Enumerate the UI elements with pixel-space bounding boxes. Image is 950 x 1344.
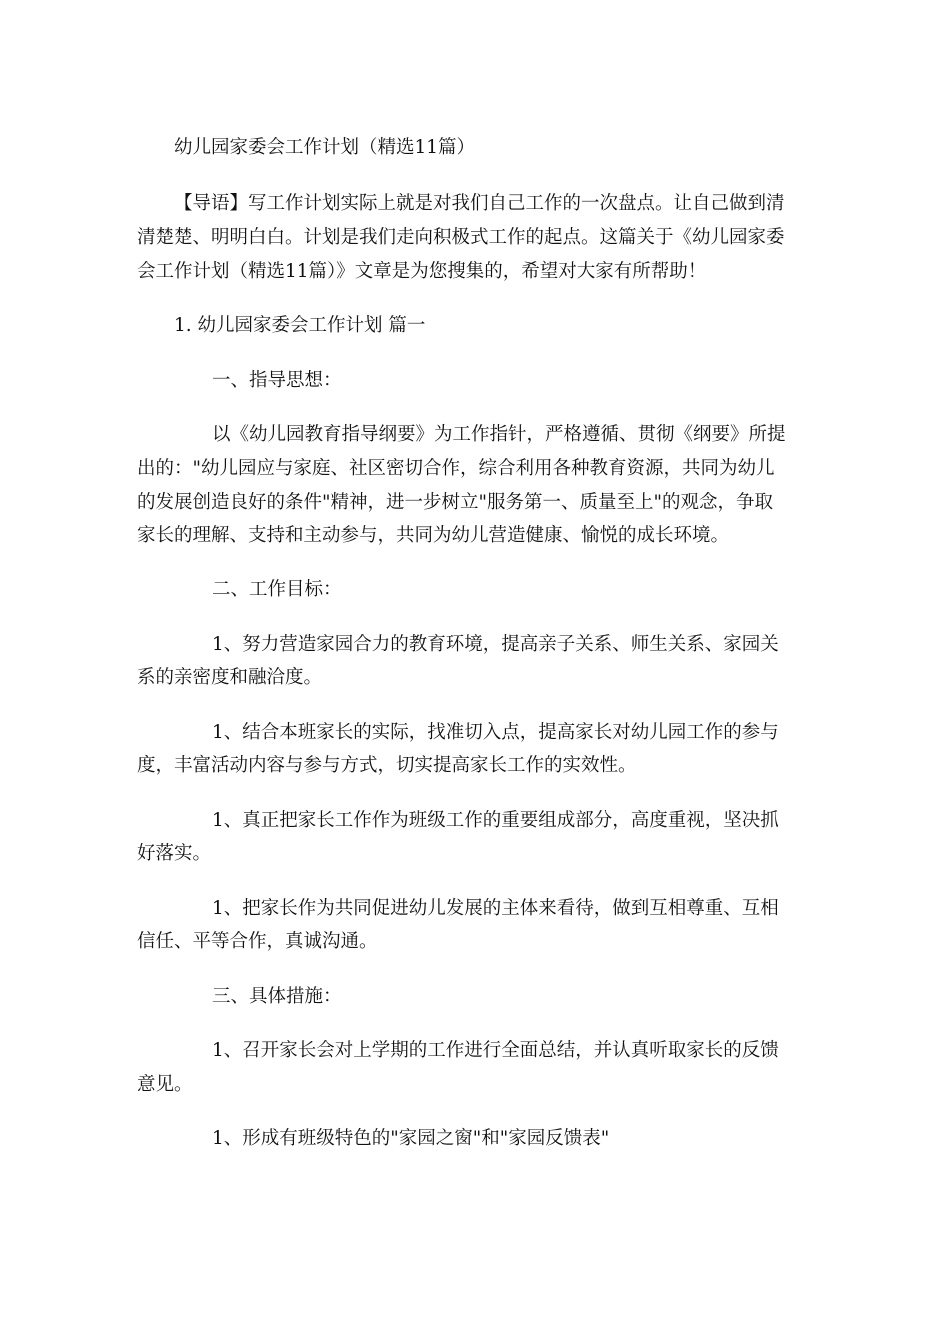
intro-line: 会工作计划（精选11篇）》文章是为您搜集的，希望对大家有所帮助！ xyxy=(137,261,707,282)
goal-item: 1、结合本班家长的实际，找准切入点，提高家长对幼儿园工作的参与 xyxy=(212,722,779,743)
section-title: 1. 幼儿园家委会工作计划 篇一 xyxy=(174,315,426,336)
document-title: 幼儿园家委会工作计划（精选11篇） xyxy=(174,137,476,158)
heading-work-goals: 二、工作目标： xyxy=(212,579,342,600)
heading-guiding-ideas: 一、指导思想： xyxy=(212,370,342,391)
goal-item: 1、真正把家长工作作为班级工作的重要组成部分，高度重视，坚决抓 xyxy=(212,810,779,831)
goal-item-cont: 度，丰富活动内容与参与方式，切实提高家长工作的实效性。 xyxy=(137,755,637,776)
heading-measures: 三、具体措施： xyxy=(212,986,342,1007)
goal-item: 1、把家长作为共同促进幼儿发展的主体来看待，做到互相尊重、互相 xyxy=(212,898,779,919)
intro-line: 清楚楚、明明白白。计划是我们走向积极式工作的起点。这篇关于《幼儿园家委 xyxy=(137,227,785,248)
goal-item-cont: 信任、平等合作，真诚沟通。 xyxy=(137,931,378,952)
goal-item-cont: 系的亲密度和融洽度。 xyxy=(137,667,323,688)
goal-item-cont: 好落实。 xyxy=(137,843,212,864)
measure-item: 1、形成有班级特色的"家园之窗"和"家园反馈表" xyxy=(212,1128,610,1149)
paragraph-line: 家长的理解、支持和主动参与，共同为幼儿营造健康、愉悦的成长环境。 xyxy=(137,525,730,546)
paragraph-line: 出的："幼儿园应与家庭、社区密切合作，综合利用各种教育资源，共同为幼儿 xyxy=(137,458,775,479)
measure-item-cont: 意见。 xyxy=(137,1074,193,1095)
paragraph-line: 的发展创造良好的条件"精神，进一步树立"服务第一、质量至上"的观念，争取 xyxy=(137,492,774,513)
intro-line: 【导语】写工作计划实际上就是对我们自己工作的一次盘点。让自己做到清 xyxy=(174,193,785,214)
goal-item: 1、努力营造家园合力的教育环境，提高亲子关系、师生关系、家园关 xyxy=(212,634,779,655)
measure-item: 1、召开家长会对上学期的工作进行全面总结，并认真听取家长的反馈 xyxy=(212,1040,779,1061)
paragraph-line: 以《幼儿园教育指导纲要》为工作指针，严格遵循、贯彻《纲要》所提 xyxy=(212,424,786,445)
